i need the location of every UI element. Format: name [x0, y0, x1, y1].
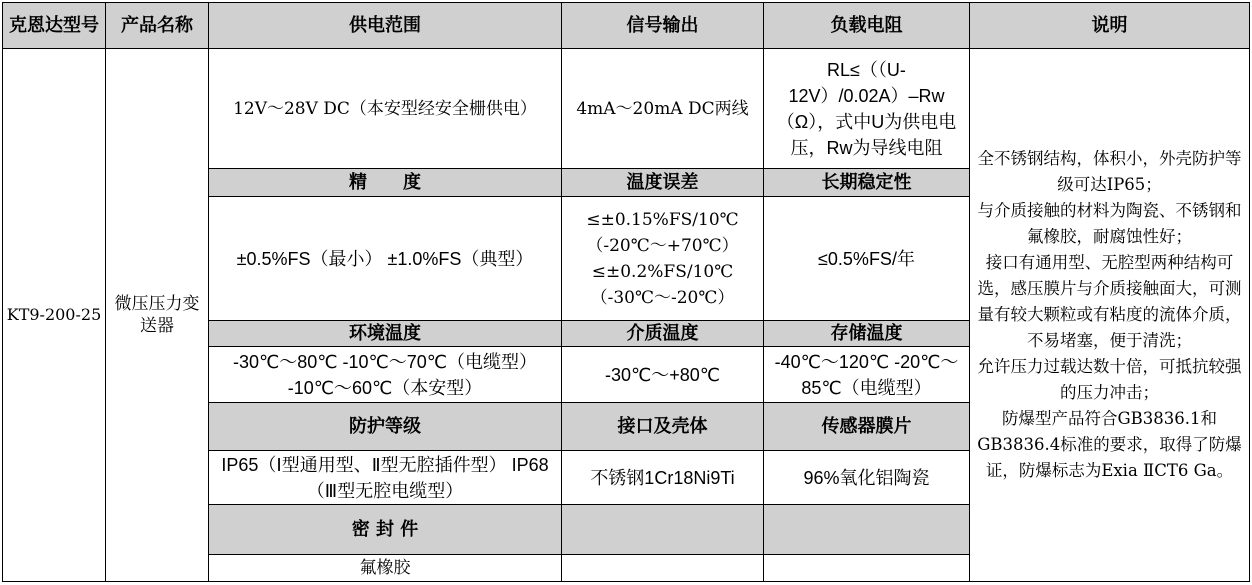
- seal-value: 氟橡胶: [209, 555, 562, 582]
- temp-error-line: （-30℃～-20℃）: [590, 287, 735, 308]
- model-cell: KT9-200-25: [3, 49, 106, 582]
- header-model: 克恩达型号: [3, 3, 106, 49]
- note-item: 全不锈钢结构，体积小，外壳防护等级可达IP65；: [977, 149, 1242, 194]
- diaphragm-value: 96%氧化铝陶瓷: [764, 451, 970, 505]
- supply-value: 12V～28V DC（本安型经安全栅供电）: [209, 49, 562, 169]
- empty-cell: [562, 505, 764, 555]
- protection-value: IP65（Ⅰ型通用型、Ⅱ型无腔插件型） IP68（Ⅲ型无腔电缆型）: [209, 451, 562, 505]
- header-signal-output: 信号输出: [562, 3, 764, 49]
- subheader-stability: 长期稳定性: [764, 169, 970, 197]
- note-item: 接口有通用型、无腔型两种结构可选，感压膜片与介质接触面大，可测量有较大颗粒或有粘度的流体介质，不易堵塞，便于清洗；: [977, 253, 1242, 350]
- note-item: 防爆型产品符合GB3836.1和GB3836.4标准的要求，取得了防爆证，防爆标志为Exia ⅡCT6 Ga。: [977, 409, 1242, 480]
- subheader-protection: 防护等级: [209, 403, 562, 451]
- medium-temp-value: -30℃～+80℃: [562, 347, 764, 403]
- header-load-resistance: 负载电阻: [764, 3, 970, 49]
- note-item: 允许压力过载达数十倍，可抵抗较强的压力冲击；: [977, 357, 1242, 402]
- note-item: 与介质接触的材料为陶瓷、不锈钢和氟橡胶，耐腐蚀性好；: [977, 201, 1242, 246]
- header-description: 说明: [970, 3, 1250, 49]
- subheader-seal: 密 封 件: [209, 505, 562, 555]
- spec-table: [2, 2, 1250, 582]
- storage-temp-value: -40℃～120℃ -20℃～85℃（电缆型）: [764, 347, 970, 403]
- subheader-temp-error: 温度误差: [562, 169, 764, 197]
- empty-cell: [764, 505, 970, 555]
- temp-error-line: （-20℃～+70℃）: [586, 235, 739, 256]
- description-notes: [970, 49, 1250, 582]
- header-product-name: 产品名称: [106, 3, 209, 49]
- load-value: RL≤（（U-12V）/0.02A）–Rw（Ω），式中U为供电电压，Rw为导线电阻: [764, 49, 970, 169]
- subheader-ambient-temp: 环境温度: [209, 321, 562, 347]
- stability-value: ≤0.5%FS/年: [764, 197, 970, 321]
- subheader-medium-temp: 介质温度: [562, 321, 764, 347]
- accuracy-value: ±0.5%FS（最小） ±1.0%FS（典型）: [209, 197, 562, 321]
- subheader-interface: 接口及壳体: [562, 403, 764, 451]
- temp-error-line: ≤±0.15%FS/10℃: [586, 209, 739, 230]
- empty-cell: [562, 555, 764, 582]
- temp-error-value: [562, 197, 764, 321]
- header-supply-range: 供电范围: [209, 3, 562, 49]
- temp-error-line: ≤±0.2%FS/10℃: [591, 261, 734, 282]
- product-name-cell: 微压压力变送器: [106, 49, 209, 582]
- interface-value: 不锈钢1Cr18Ni9Ti: [562, 451, 764, 505]
- subheader-storage-temp: 存储温度: [764, 321, 970, 347]
- subheader-accuracy: 精 度: [209, 169, 562, 197]
- signal-value: 4mA～20mA DC两线: [562, 49, 764, 169]
- empty-cell: [764, 555, 970, 582]
- subheader-diaphragm: 传感器膜片: [764, 403, 970, 451]
- ambient-temp-value: -30℃～80℃ -10℃～70℃（电缆型） -10℃～60℃（本安型）: [209, 347, 562, 403]
